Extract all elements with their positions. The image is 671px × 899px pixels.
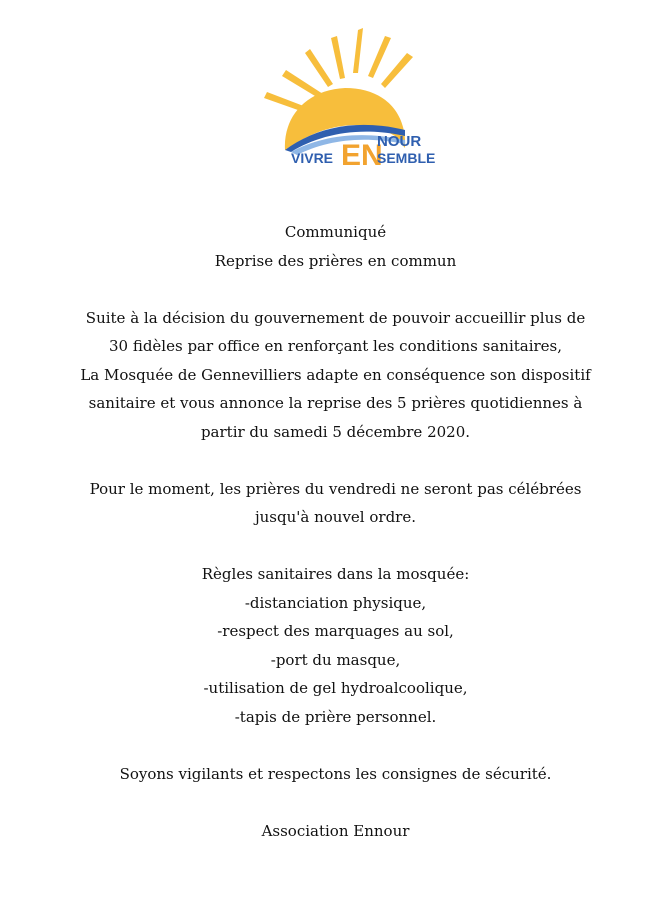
spacer (0, 532, 671, 561)
rule-item: -port du masque, (270, 650, 401, 669)
communique-body (0, 218, 671, 845)
paragraph1-line: Suite à la décision du gouvernement de pouvoir accueillir plus de (85, 308, 586, 327)
paragraph2-line: jusqu'à nouvel ordre. (255, 508, 416, 526)
ennour-logo (245, 18, 445, 173)
spacer (0, 788, 671, 817)
logo-word-nour: NOUR (377, 133, 422, 150)
paragraph1-line: partir du samedi 5 décembre 2020. (200, 422, 471, 441)
spacer (0, 275, 671, 304)
paragraph2-line: Pour le moment, les prières du vendredi ne seront pas célébrées (89, 479, 582, 498)
signature: Association Ennour (261, 821, 410, 840)
spacer (0, 446, 671, 475)
paragraph1-line: La Mosquée de Gennevilliers adapte en conséquence son dispositif (80, 365, 591, 384)
logo-letters: EN (341, 139, 383, 172)
rule-item: -distanciation physique, (244, 593, 427, 612)
rule-item: -respect des marquages au sol, (217, 622, 454, 640)
closing-line: Soyons vigilants et respectons les consignes de sécurité. (119, 764, 552, 783)
rule-item: -tapis de prière personnel. (234, 707, 437, 726)
logo-word-vivre: VIVRE (291, 150, 334, 166)
paragraph1-line: 30 fidèles par office en renforçant les conditions sanitaires, (108, 337, 563, 355)
rule-item: -utilisation de gel hydroalcoolique, (203, 679, 468, 697)
logo-word-semble: SEMBLE (377, 150, 436, 166)
document-heading: Communiqué (284, 223, 387, 241)
document-subheading: Reprise des prières en commun (214, 251, 457, 270)
paragraph1-line: sanitaire et vous annonce la reprise des 5 prières quotidiennes à (88, 394, 583, 412)
sun-logo-icon (245, 18, 445, 173)
spacer (0, 731, 671, 760)
rules-title: Règles sanitaires dans la mosquée: (201, 565, 470, 583)
